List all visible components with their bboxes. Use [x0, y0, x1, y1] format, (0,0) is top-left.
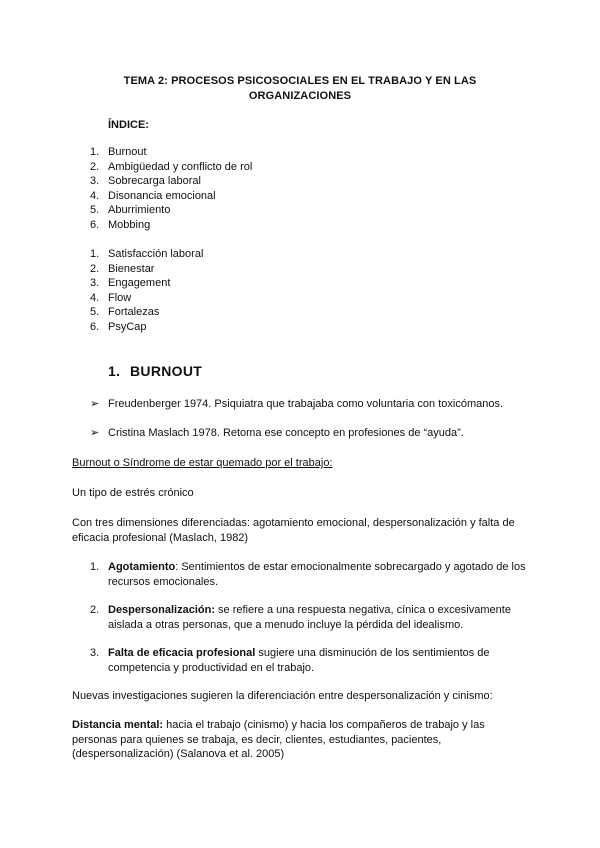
bullet-maslach: ➢ Cristina Maslach 1978. Retoma ese concepto en profesiones de “ayuda”.: [90, 427, 464, 439]
definition-title: Burnout o Síndrome de estar quemado por el trabajo:: [72, 457, 333, 469]
section-heading-burnout: 1. BURNOUT: [108, 363, 203, 379]
list-item: 2. Ambigüedad y conflicto de rol: [90, 160, 253, 173]
arrow-bullet-icon: ➢: [90, 398, 100, 410]
list-item: 4. Disonancia emocional: [90, 189, 216, 202]
list-item: 1. Satisfacción laboral: [90, 248, 204, 260]
list-item: 6. Mobbing: [90, 218, 151, 231]
stress-type: Un tipo de estrés crónico: [72, 487, 194, 499]
dimension-agotamiento: 1. Agotamiento: Sentimientos de estar emocionalmente sobrecargado y agotado de los recursos emocionales.: [90, 561, 526, 588]
arrow-bullet-icon: ➢: [90, 427, 100, 439]
document-title-line-1: TEMA 2: PROCESOS PSICOSOCIALES EN EL TRABAJO Y EN LAS: [123, 75, 477, 87]
document-title-line-2: ORGANIZACIONES: [248, 90, 352, 102]
mental-distance: Distancia mental: hacia el trabajo (cinismo) y hacia los compañeros de trabajo y las personas para quienes se trabaja, es decir, clientes, estudiantes, pacientes, (despersonalización) (Salanova et al. 2005): [72, 719, 485, 760]
dimension-despersonalizacion: 2. Despersonalización: se refiere a una respuesta negativa, cínica o excesivamente aislada a otras personas, que a menudo incluye la pérdida del idealismo.: [90, 604, 511, 631]
dimensions-intro: Con tres dimensiones diferenciadas: agotamiento emocional, despersonalización y falta de eficacia profesional (Maslach, 1982): [72, 517, 515, 544]
index-list-risks: [90, 145, 252, 232]
new-research: Nuevas investigaciones sugieren la diferenciación entre despersonalización y cinismo:: [72, 690, 493, 702]
list-item: 3. Engagement: [90, 277, 171, 289]
index-list-positive: [90, 247, 203, 334]
list-item: 5. Fortalezas: [90, 306, 160, 318]
list-item: 6. PsyCap: [90, 320, 147, 333]
dimension-falta-eficacia: 3. Falta de eficacia profesional sugiere una disminución de los sentimientos de competencia y productividad en el trabajo.: [90, 647, 490, 674]
list-item: 4. Flow: [90, 291, 132, 304]
list-item: 2. Bienestar: [90, 262, 155, 275]
index-heading: ÍNDICE:: [108, 119, 149, 131]
list-item: 5. Aburrimiento: [90, 204, 171, 216]
bullet-freudenberger: ➢ Freudenberger 1974. Psiquiatra que trabajaba como voluntaria con toxicómanos.: [90, 398, 504, 410]
list-item: 3. Sobrecarga laboral: [90, 175, 201, 187]
list-item: 1. Burnout: [90, 146, 147, 158]
document-title: [60, 74, 540, 104]
